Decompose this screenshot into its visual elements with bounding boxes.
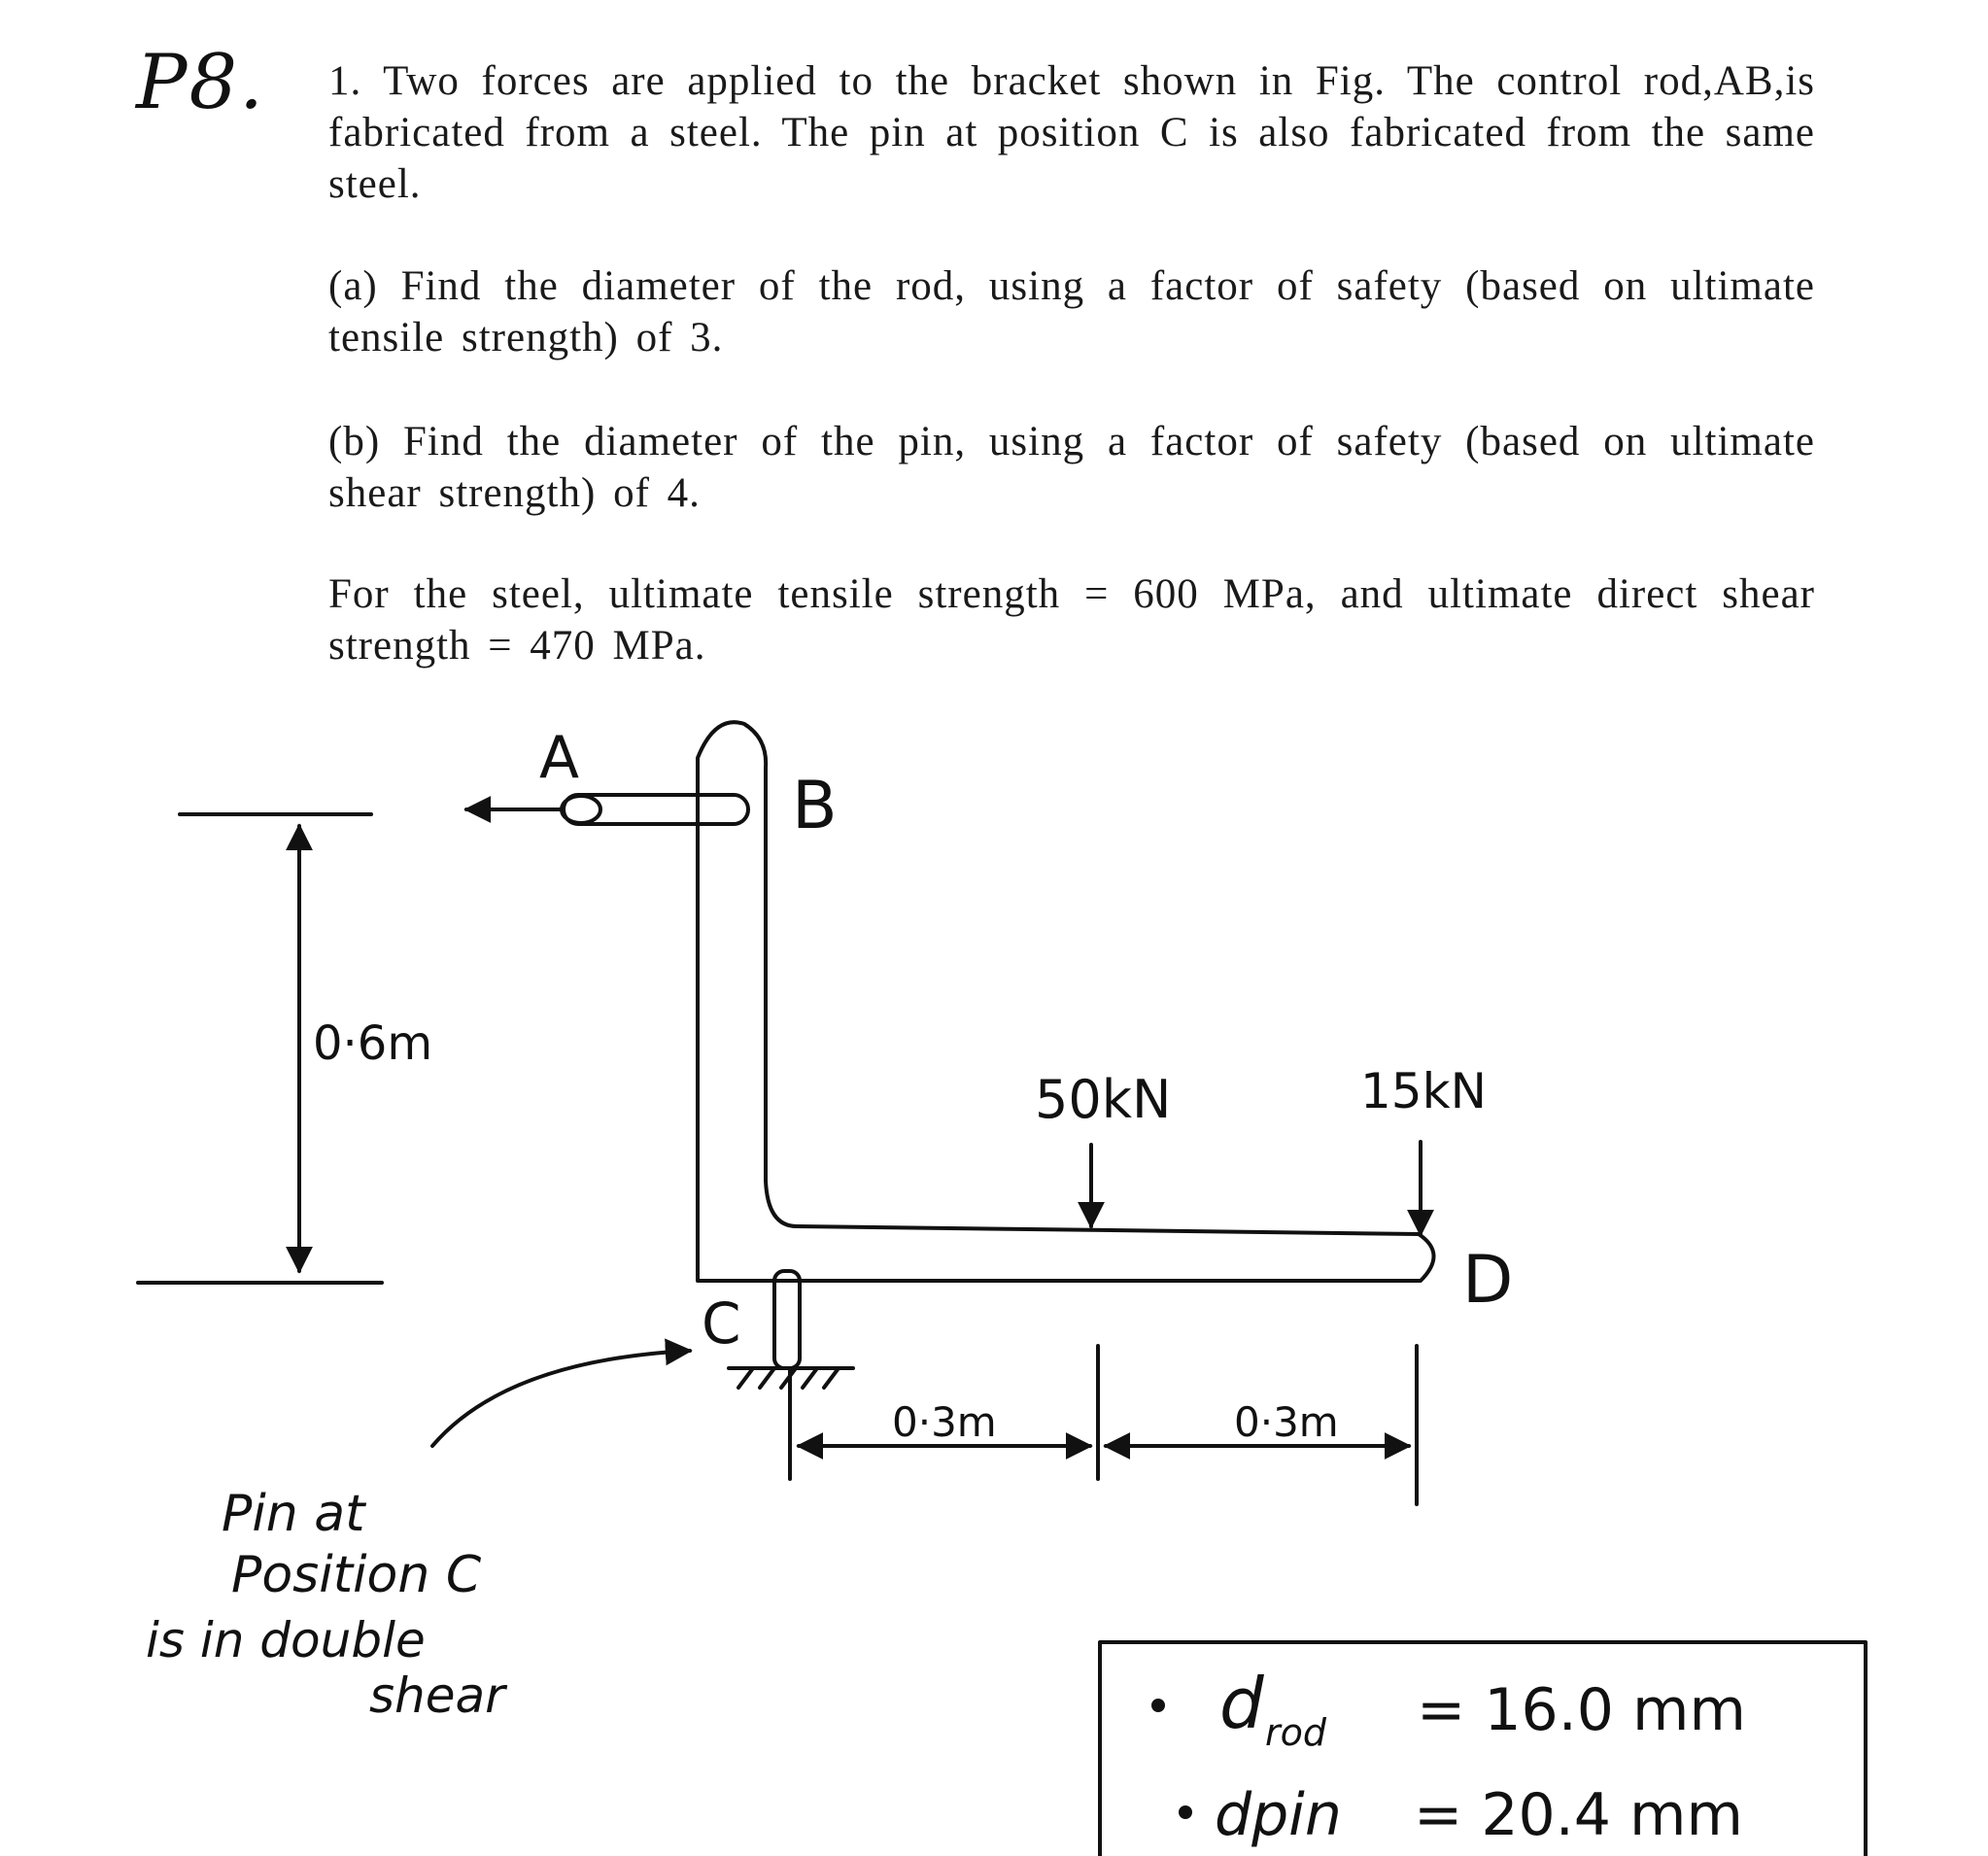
span-label-2: 0·3m [1234, 1398, 1339, 1446]
pin-note-line-3: is in double [146, 1612, 426, 1668]
bullet-rod [1151, 1699, 1165, 1712]
force-label-50kn: 50kN [1035, 1069, 1172, 1130]
answer-rod-symbol: d [1219, 1663, 1264, 1744]
label-c: C [702, 1290, 741, 1357]
label-d: D [1462, 1242, 1514, 1319]
answer-pin-symbol: dpin [1215, 1781, 1342, 1849]
problem-number: P8. [136, 39, 265, 126]
material-properties-text: For the steel, ultimate tensile strength = 600 MPa, and ultimate direct shear strength = 470 MPa. [328, 571, 1815, 669]
pin-note-line-1: Pin at [222, 1485, 365, 1543]
answer-rod-value: = 16.0 mm [1417, 1676, 1746, 1744]
problem-statement: 1. Two forces are applied to the bracket shown in Fig. The control rod,AB,is fabricated from a steel. The pin at position C is also fabricated from the same steel. [328, 58, 1815, 207]
span-label-1: 0·3m [892, 1398, 997, 1446]
part-b-text: (b) Find the diameter of the pin, using a factor of safety (based on ultimate shear strength) of 4. [328, 419, 1815, 516]
rod-end-a [562, 796, 600, 823]
bullet-pin [1179, 1805, 1192, 1819]
pin-note-leader [432, 1351, 690, 1446]
force-label-15kn: 15kN [1360, 1063, 1487, 1119]
label-b: B [792, 768, 838, 844]
pin-note-line-4: shear [369, 1667, 505, 1724]
answer-pin-value: = 20.4 mm [1414, 1781, 1743, 1849]
label-a: A [539, 724, 580, 792]
height-dim-label: 0·6m [313, 1016, 433, 1071]
part-a-text: (a) Find the diameter of the rod, using a factor of safety (based on ultimate tensile strength) of 3. [328, 263, 1815, 361]
pin-c [774, 1271, 800, 1368]
pin-note-line-2: Position C [231, 1546, 482, 1604]
answer-rod-subscript: rod [1265, 1711, 1326, 1754]
